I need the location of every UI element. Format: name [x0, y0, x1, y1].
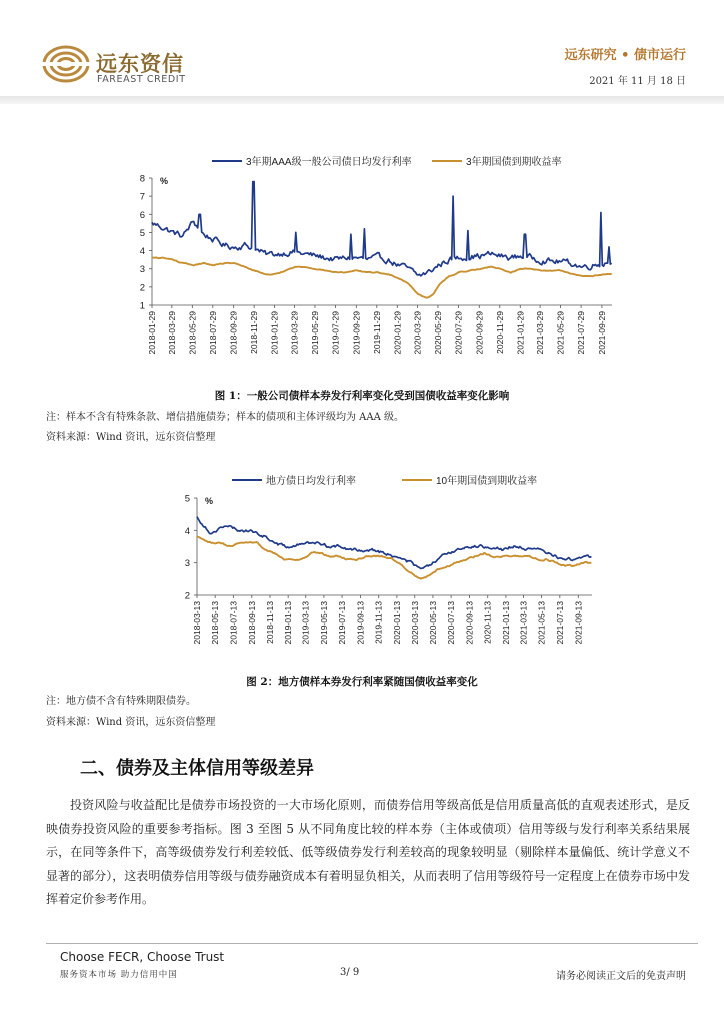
x-tick-label: 2018-07-29	[207, 311, 218, 355]
x-tick-label: 2021-07-13	[554, 601, 565, 645]
x-tick-label: 2020-07-29	[453, 311, 464, 355]
x-tick-label: 2018-03-29	[166, 311, 177, 355]
legend-label: 3年期AAA级一般公司债日均发行利率	[246, 157, 412, 168]
x-tick-label: 2020-01-29	[392, 311, 403, 355]
x-tick-label: 2019-05-29	[309, 311, 320, 355]
y-tick-label: 5	[139, 227, 145, 239]
figure2-chart	[0, 468, 724, 668]
page-header	[0, 0, 724, 104]
figure2-caption: 图 2：地方债样本券发行利率紧随国债收益率变化	[246, 676, 478, 688]
figure1-chart	[0, 150, 724, 380]
page-number: 3/ 9	[340, 967, 360, 978]
x-tick-label: 2019-07-13	[337, 601, 348, 645]
y-tick-label: 3	[184, 558, 190, 570]
x-tick-label: 2020-05-13	[427, 601, 438, 645]
y-unit-label: %	[160, 176, 169, 186]
x-tick-label: 2021-05-29	[555, 311, 566, 355]
figure1-caption: 图 1：一般公司债样本券发行利率变化受到国债收益率变化影响	[214, 390, 510, 402]
x-tick-label: 2020-09-13	[464, 601, 475, 645]
y-tick-label: 4	[184, 525, 190, 537]
section-heading: 二、债券及主体信用等级差异	[80, 758, 314, 779]
disclaimer-link[interactable]: 请务必阅读正文后的免责声明	[556, 971, 686, 982]
x-tick-label: 2018-01-29	[147, 311, 157, 355]
x-tick-label: 2021-03-13	[518, 601, 529, 645]
x-tick-label: 2019-09-13	[355, 601, 366, 645]
x-tick-label: 2020-09-29	[474, 311, 485, 355]
x-tick-label: 2018-07-13	[228, 601, 239, 645]
x-tick-label: 2018-11-13	[264, 601, 275, 644]
x-tick-label: 2019-11-29	[371, 311, 382, 354]
footer-divider	[46, 943, 698, 944]
series-line	[197, 537, 591, 579]
x-tick-label: 2021-03-29	[535, 311, 546, 355]
report-date: 2021 年 11 月 18 日	[589, 76, 686, 87]
x-tick-label: 2021-09-13	[573, 601, 584, 645]
x-tick-label: 2019-01-13	[283, 601, 294, 645]
figure2-source: 资料来源：Wind 资讯，远东资信整理	[46, 717, 216, 728]
x-tick-label: 2021-07-29	[576, 311, 587, 355]
legend-label: 地方债日均发行利率	[266, 476, 356, 487]
figure1-source: 资料来源：Wind 资讯，远东资信整理	[46, 432, 216, 443]
fareast-logo-icon	[42, 44, 90, 84]
x-tick-label: 2019-11-13	[373, 601, 384, 644]
y-tick-label: 2	[184, 590, 190, 602]
x-tick-label: 2021-05-13	[536, 601, 547, 645]
x-tick-label: 2021-01-29	[515, 311, 526, 355]
x-tick-label: 2019-07-29	[330, 311, 341, 355]
x-tick-label: 2020-03-13	[409, 601, 420, 645]
report-series-title: 远东研究 • 债市运行	[564, 48, 686, 63]
x-tick-label: 2019-05-13	[318, 601, 329, 645]
series-line	[152, 182, 612, 276]
footer-slogan-cn: 服务资本市场 助力信用中国	[60, 970, 178, 980]
x-tick-label: 2018-11-29	[249, 311, 260, 354]
x-tick-label: 2019-09-29	[351, 311, 362, 355]
x-tick-label: 2020-03-29	[412, 311, 423, 355]
x-tick-label: 2019-01-29	[269, 311, 280, 355]
x-tick-label: 2018-09-29	[228, 311, 239, 355]
x-tick-label: 2021-01-13	[500, 601, 511, 645]
y-tick-label: 1	[139, 300, 145, 312]
brand-name-en: FAREAST CREDIT	[97, 74, 186, 85]
body-paragraph: 投资风险与收益配比是债券市场投资的一大市场化原则，而债券信用等级高低是信用质量高低的直观表述形式，是反映债券投资风险的重要参考指标。图 3 至图 5 从不同角度比较的样本券（主体或债项）信用等级与发行利率关系结果展示，在同等条件下，高等级债券发行利差较低、低等级债券发行利差较高的现象较明显（剔除样本量偏低、统计学意义不显著的部分），这表明债券信用等级与债券融资成本有着明显负相关，从而表明了信用等级符号一定程度上在债券市场中发挥着定价参考作用。	[46, 798, 690, 906]
footer-slogan: Choose FECR, Choose Trust	[60, 950, 225, 964]
y-tick-label: 3	[139, 264, 145, 276]
x-tick-label: 2019-03-13	[300, 601, 311, 645]
y-unit-label: %	[205, 496, 214, 506]
legend-label: 10年期国债到期收益率	[436, 476, 538, 487]
x-tick-label: 2019-03-29	[289, 311, 300, 355]
x-tick-label: 2020-07-13	[446, 601, 457, 645]
x-tick-label: 2020-01-13	[391, 601, 402, 645]
x-tick-label: 2018-05-29	[187, 311, 198, 355]
legend-label: 3年期国债到期收益率	[466, 157, 562, 168]
y-tick-label: 2	[139, 282, 145, 294]
x-tick-label: 2021-09-29	[596, 311, 607, 355]
y-tick-label: 6	[139, 209, 145, 221]
y-tick-label: 7	[139, 191, 145, 203]
x-tick-label: 2018-05-13	[210, 601, 221, 645]
y-tick-label: 5	[184, 493, 190, 505]
x-tick-label: 2020-11-13	[482, 601, 493, 644]
figure1-note: 注：样本不含有特殊条款、增信措施债券；样本的债项和主体评级均为 AAA 级。	[46, 412, 405, 423]
header-divider	[0, 96, 724, 104]
x-tick-label: 2018-09-13	[246, 601, 257, 645]
x-tick-label: 2018-03-13	[192, 601, 202, 645]
x-tick-label: 2020-11-29	[494, 311, 505, 354]
y-tick-label: 8	[139, 173, 145, 185]
brand-name: 远东资信	[96, 52, 184, 76]
figure2-note: 注：地方债不含有特殊期限债券。	[46, 696, 196, 707]
x-tick-label: 2020-05-29	[432, 311, 443, 355]
y-tick-label: 4	[139, 246, 145, 258]
